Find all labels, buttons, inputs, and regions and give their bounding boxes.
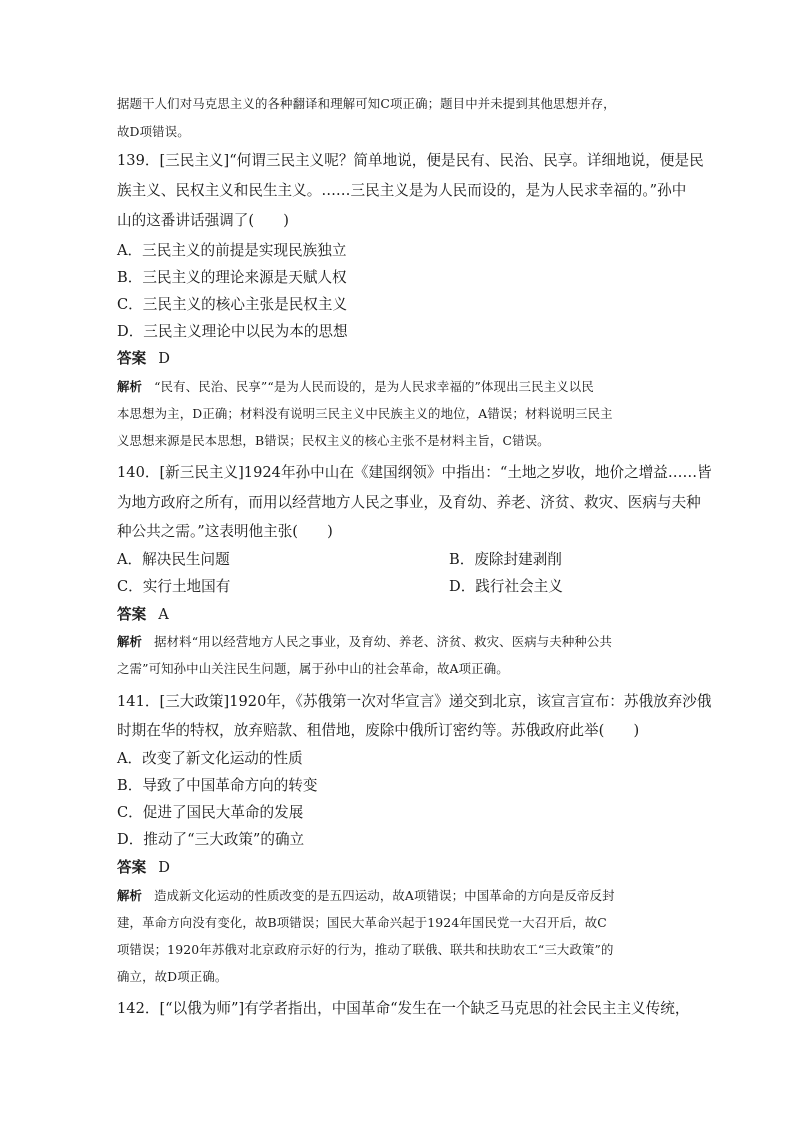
q139-stem-line-3: 山的这番讲话强调了( ) <box>117 212 289 229</box>
q140-option-c: C．实行土地国有 <box>117 578 231 595</box>
q141-answer-row <box>117 858 170 878</box>
q140-option-a: A．解决民生问题 <box>117 551 230 568</box>
q140-option-b: B．废除封建剥削 <box>449 551 562 568</box>
q140-stem-line-3: 种公共之需。”这表明他主张( ) <box>117 523 333 540</box>
intro-analysis-line-1: 据题干人们对马克思主义的各种翻译和理解可知C项正确；题目中并未提到其他思想并存， <box>117 96 616 111</box>
q139-stem-line-2: 族主义、民权主义和民生主义。……三民主义是为人民而设的，是为人民求幸福的。”孙中 <box>117 182 687 199</box>
analysis-label: 解析 <box>117 634 143 649</box>
analysis-label: 解析 <box>117 379 143 394</box>
q139-option-b: B．三民主义的理论来源是天赋人权 <box>117 269 347 286</box>
q139-stem-line-1: 139．[三民主义]“何谓三民主义呢？简单地说，便是民有、民治、民享。详细地说，便是民 <box>117 152 704 169</box>
q139-option-c: C．三民主义的核心主张是民权主义 <box>117 296 348 313</box>
q141-option-d: D．推动了“三大政策”的确立 <box>117 831 305 848</box>
q141-option-a: A．改变了新文化运动的性质 <box>117 750 303 767</box>
q140-stem-line-1: 140．[新三民主义]1924年孙中山在《建国纲领》中指出：“土地之岁收，地价之增益……皆 <box>117 464 712 481</box>
q140-answer-row <box>117 605 169 625</box>
q141-analysis-line-2: 建，革命方向没有变化，故B项错误；国民大革命兴起于1924年国民党一大召开后，故C <box>117 915 607 930</box>
q139-option-a: A．三民主义的前提是实现民族独立 <box>117 242 347 259</box>
q141-analysis-line-3: 项错误；1920年苏俄对北京政府示好的行为，推动了联俄、联共和扶助农工“三大政策”的 <box>117 942 614 957</box>
analysis-label: 解析 <box>117 888 143 903</box>
answer-label: 答案 <box>117 350 147 367</box>
q141-analysis-line-1 <box>117 886 615 906</box>
answer-label: 答案 <box>117 859 147 876</box>
analysis-text: 据材料“用以经营地方人民之事业，及育幼、养老、济贫、救灾、医病与夫种种公共 <box>154 634 613 649</box>
q139-analysis-line-1 <box>117 377 594 397</box>
q140-analysis-line-1 <box>117 632 612 652</box>
q140-stem-line-2: 为地方政府之所有，而用以经营地方人民之事业，及育幼、养老、济贫、救灾、医病与夫种 <box>117 494 701 511</box>
q142-stem-line-1: 142．[“以俄为师”]有学者指出，中国革命“发生在一个缺乏马克思的社会民主主义传统， <box>117 1000 690 1017</box>
answer-label: 答案 <box>117 606 147 623</box>
analysis-text: “民有、民治、民享”“是为人民而设的，是为人民求幸福的”体现出三民主义以民 <box>154 379 594 394</box>
answer-value: D <box>158 350 170 367</box>
q141-option-b: B．导致了中国革命方向的转变 <box>117 777 318 794</box>
q140-options-row-2 <box>117 577 563 597</box>
q139-analysis-line-2: 本思想为主，D正确；材料没有说明三民主义中民族主义的地位，A错误；材料说明三民主 <box>117 406 613 421</box>
q139-option-d: D．三民主义理论中以民为本的思想 <box>117 323 348 340</box>
q139-analysis-line-3: 义思想来源是民本思想，B错误；民权主义的核心主张不是材料主旨，C错误。 <box>117 433 550 448</box>
q141-analysis-line-4: 确立，故D项正确。 <box>117 969 228 984</box>
q140-analysis-line-2: 之需”可知孙中山关注民生问题，属于孙中山的社会革命，故A项正确。 <box>117 661 509 676</box>
answer-value: D <box>158 859 170 876</box>
q140-option-d: D．践行社会主义 <box>449 578 563 595</box>
q141-stem-line-2: 时期在华的特权，放弃赔款、租借地，废除中俄所订密约等。苏俄政府此举( ) <box>117 722 640 739</box>
q141-option-c: C．促进了国民大革命的发展 <box>117 804 304 821</box>
answer-value: A <box>158 606 169 623</box>
q139-answer-row <box>117 349 170 369</box>
q140-options-row-1 <box>117 550 562 570</box>
intro-analysis-line-2: 故D项错误。 <box>117 124 190 139</box>
q141-stem-line-1: 141．[三大政策]1920年，《苏俄第一次对华宣言》递交到北京，该宣言宣布：苏俄放弃沙俄 <box>117 693 712 710</box>
analysis-text: 造成新文化运动的性质改变的是五四运动，故A项错误；中国革命的方向是反帝反封 <box>154 888 615 903</box>
